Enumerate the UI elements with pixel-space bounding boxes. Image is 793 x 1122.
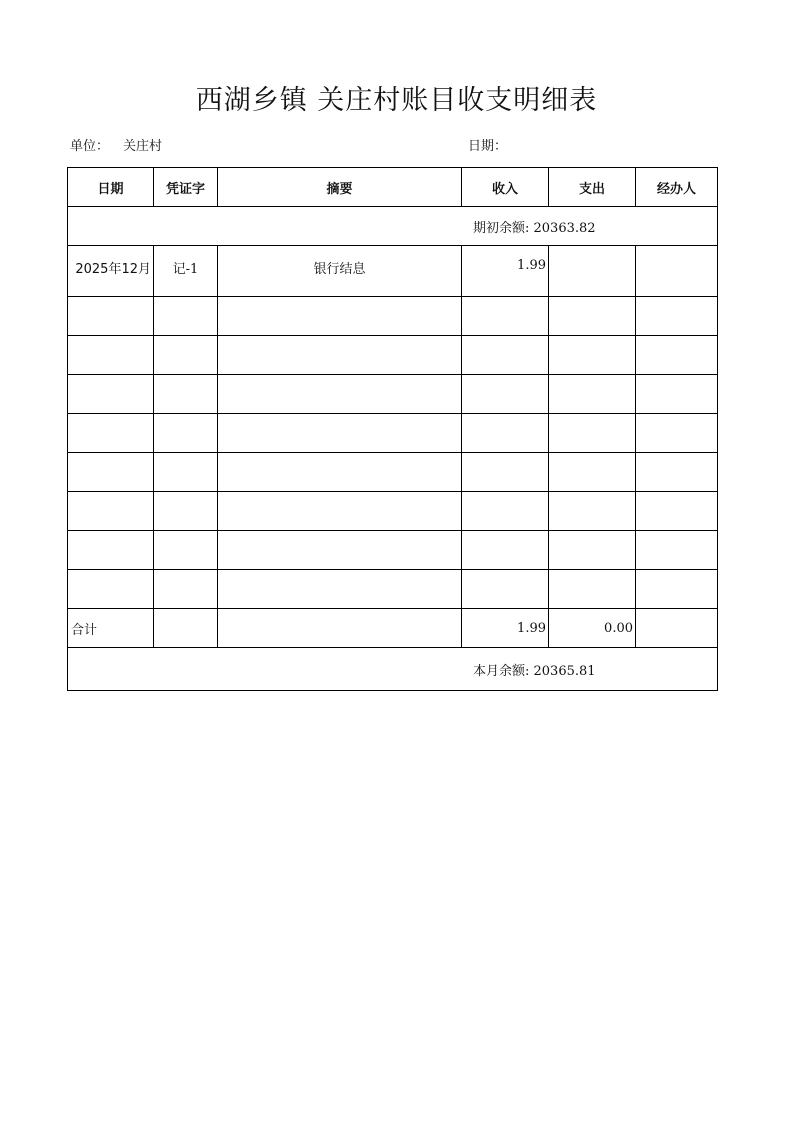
header-handler: 经办人 bbox=[636, 168, 718, 207]
row-handler bbox=[636, 492, 718, 531]
closing-balance-row bbox=[68, 648, 718, 691]
header-expense: 支出 bbox=[549, 168, 636, 207]
row-income bbox=[462, 336, 549, 375]
row-date bbox=[68, 414, 154, 453]
total-label: 合计 bbox=[68, 609, 154, 648]
row-expense bbox=[549, 453, 636, 492]
row-voucher bbox=[154, 453, 218, 492]
row-date bbox=[68, 531, 154, 570]
row-summary bbox=[218, 414, 462, 453]
row-voucher bbox=[154, 531, 218, 570]
row-expense bbox=[549, 414, 636, 453]
table-row bbox=[68, 414, 718, 453]
table-row bbox=[68, 336, 718, 375]
table-row bbox=[68, 570, 718, 609]
closing-balance: 本月余额: 20365.81 bbox=[473, 663, 596, 679]
row-date bbox=[68, 492, 154, 531]
table-row bbox=[68, 492, 718, 531]
row-income bbox=[462, 375, 549, 414]
row-date bbox=[68, 336, 154, 375]
row-voucher: 记-1 bbox=[154, 246, 218, 297]
unit-value: 关庄村 bbox=[123, 139, 163, 154]
total-income: 1.99 bbox=[462, 609, 549, 648]
row-date bbox=[68, 375, 154, 414]
row-expense bbox=[549, 336, 636, 375]
row-date bbox=[68, 570, 154, 609]
row-handler bbox=[636, 336, 718, 375]
total-expense: 0.00 bbox=[549, 609, 636, 648]
total-voucher bbox=[154, 609, 218, 648]
row-handler bbox=[636, 570, 718, 609]
row-expense bbox=[549, 570, 636, 609]
row-date bbox=[68, 453, 154, 492]
table-row bbox=[68, 246, 718, 297]
row-summary bbox=[218, 297, 462, 336]
row-summary: 银行结息 bbox=[218, 246, 462, 297]
row-summary bbox=[218, 453, 462, 492]
date-label: 日期： bbox=[468, 139, 508, 154]
closing-balance-cell bbox=[68, 648, 718, 691]
row-voucher bbox=[154, 297, 218, 336]
header-row bbox=[68, 168, 718, 207]
total-handler bbox=[636, 609, 718, 648]
table-row bbox=[68, 453, 718, 492]
row-handler bbox=[636, 453, 718, 492]
row-income bbox=[462, 414, 549, 453]
total-row bbox=[68, 609, 718, 648]
row-income bbox=[462, 570, 549, 609]
row-expense bbox=[549, 246, 636, 297]
row-voucher bbox=[154, 336, 218, 375]
header-summary: 摘要 bbox=[218, 168, 462, 207]
row-voucher bbox=[154, 375, 218, 414]
row-handler bbox=[636, 246, 718, 297]
table-row bbox=[68, 297, 718, 336]
row-handler bbox=[636, 414, 718, 453]
row-expense bbox=[549, 492, 636, 531]
table-row bbox=[68, 531, 718, 570]
row-summary bbox=[218, 570, 462, 609]
row-income bbox=[462, 531, 549, 570]
row-handler bbox=[636, 297, 718, 336]
row-summary bbox=[218, 336, 462, 375]
total-summary bbox=[218, 609, 462, 648]
row-summary bbox=[218, 375, 462, 414]
row-expense bbox=[549, 297, 636, 336]
row-voucher bbox=[154, 570, 218, 609]
row-summary bbox=[218, 531, 462, 570]
row-income: 1.99 bbox=[462, 246, 549, 297]
header-income: 收入 bbox=[462, 168, 549, 207]
row-date bbox=[68, 297, 154, 336]
row-income bbox=[462, 297, 549, 336]
row-date: 2025年12月 bbox=[68, 246, 154, 297]
header-date: 日期 bbox=[68, 168, 154, 207]
row-voucher bbox=[154, 492, 218, 531]
row-expense bbox=[549, 375, 636, 414]
ledger-table bbox=[67, 167, 718, 691]
row-voucher bbox=[154, 414, 218, 453]
table-row bbox=[68, 375, 718, 414]
row-income bbox=[462, 453, 549, 492]
row-handler bbox=[636, 531, 718, 570]
row-summary bbox=[218, 492, 462, 531]
opening-balance-cell bbox=[68, 207, 718, 246]
unit-info bbox=[70, 135, 162, 154]
row-income bbox=[462, 492, 549, 531]
opening-balance: 期初余额: 20363.82 bbox=[473, 220, 596, 236]
page-title: 西湖乡镇 关庄村账目收支明细表 bbox=[195, 85, 598, 116]
date-info bbox=[468, 135, 507, 154]
opening-balance-row bbox=[68, 207, 718, 246]
row-expense bbox=[549, 531, 636, 570]
unit-label: 单位： bbox=[70, 139, 110, 154]
header-voucher: 凭证字 bbox=[154, 168, 218, 207]
row-handler bbox=[636, 375, 718, 414]
